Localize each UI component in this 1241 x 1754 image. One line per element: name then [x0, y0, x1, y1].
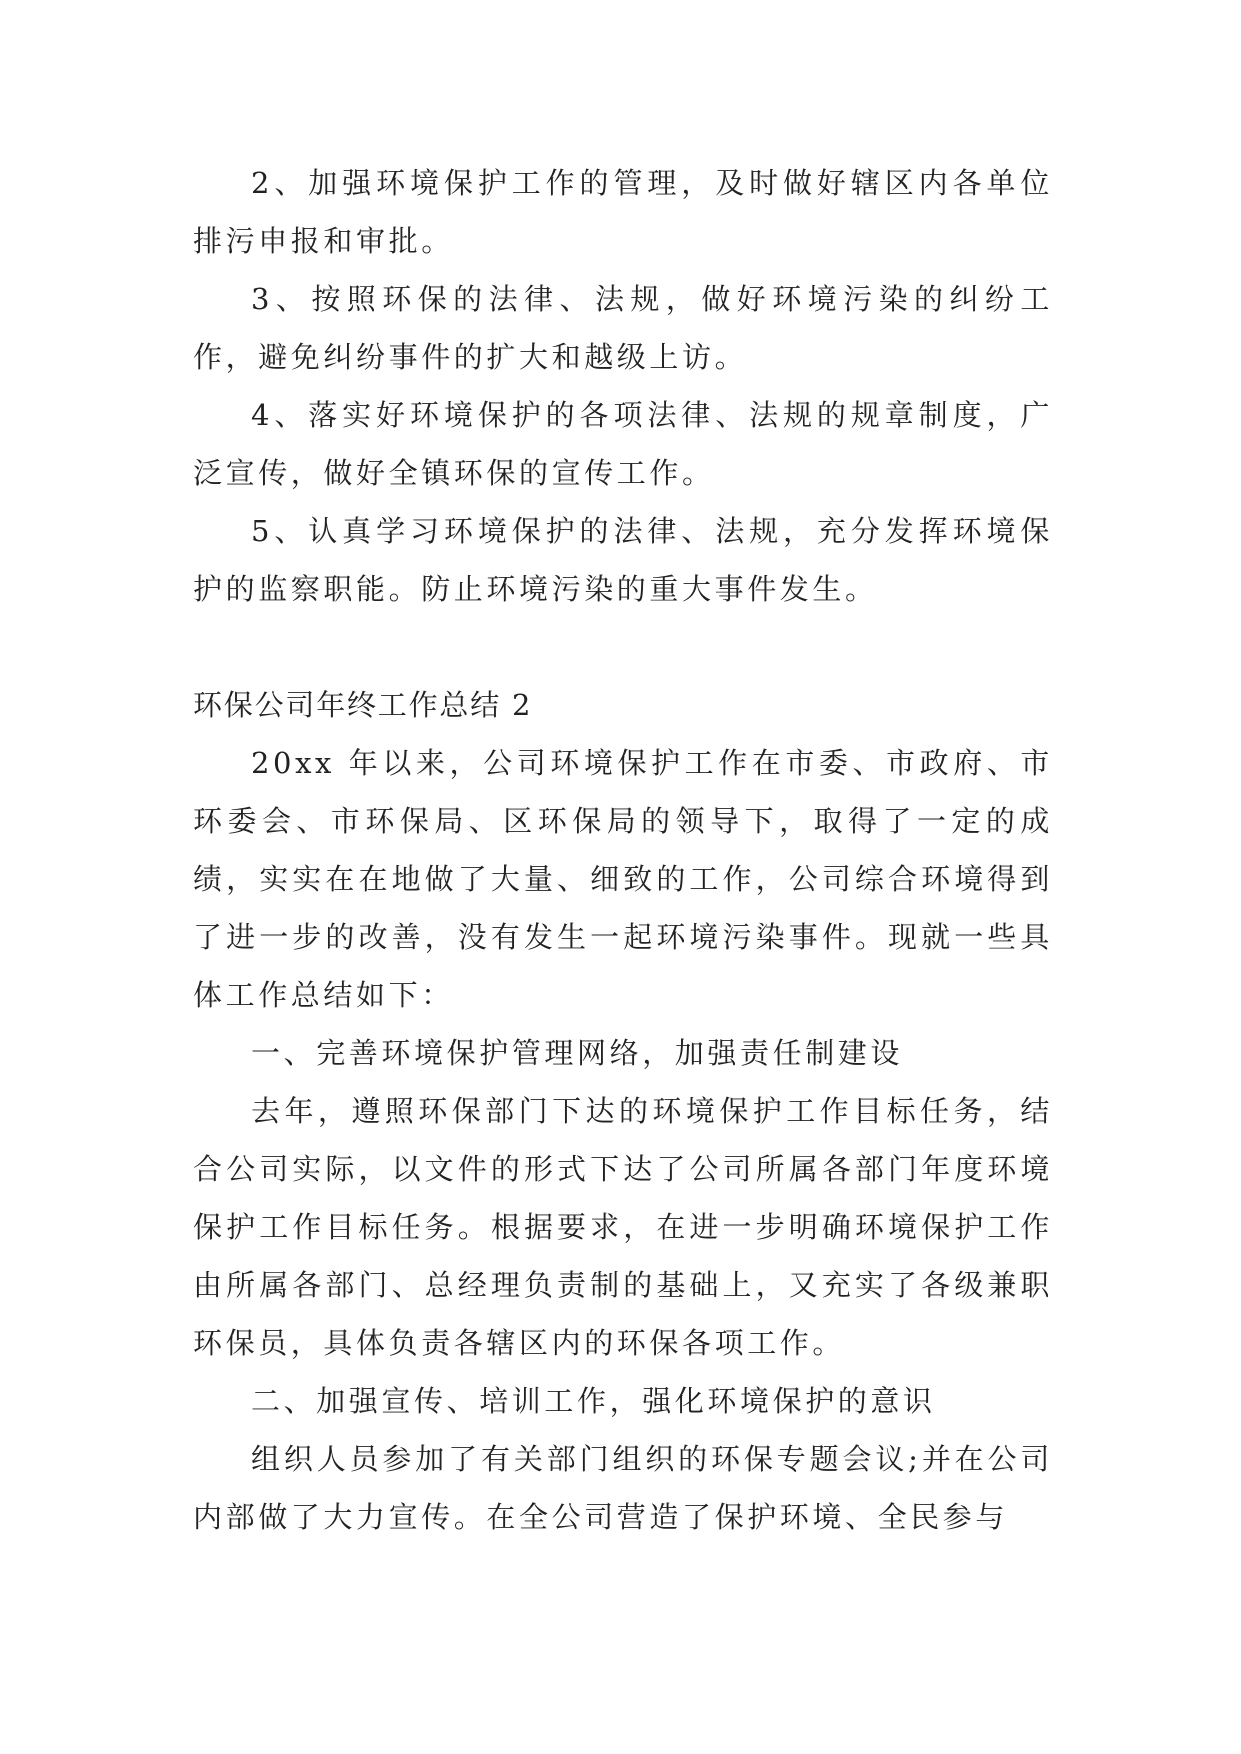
intro-paragraph: 20xx 年以来，公司环境保护工作在市委、市政府、市环委会、市环保局、区环保局的领导下，取得了一定的成绩，实实在在地做了大量、细致的工作，公司综合环境得到了进一步的改善，没有发生一起环境污染事件。现就一些具体工作总结如下： — [193, 746, 1053, 1012]
body-paragraph: 去年，遵照环保部门下达的环境保护工作目标任务，结合公司实际，以文件的形式下达了公司所属各部门年度环境保护工作目标任务。根据要求，在进一步明确环境保护工作由所属各部门、总经理负责制的基础上，又充实了各级兼职环保员，具体负责各辖区内的环保各项工作。 — [193, 1094, 1053, 1360]
subheading-two: 二、加强宣传、培训工作，强化环境保护的意识 — [251, 1384, 936, 1418]
list-item-3: 3、按照环保的法律、法规，做好环境污染的纠纷工作，避免纠纷事件的扩大和越级上访。 — [193, 282, 1053, 374]
subheading-one: 一、完善环境保护管理网络，加强责任制建设 — [251, 1036, 904, 1070]
body-paragraph: 组织人员参加了有关部门组织的环保专题会议;并在公司内部做了大力宣传。在全公司营造了保护环境、全民参与 — [193, 1442, 1053, 1534]
list-item-2: 2、加强环境保护工作的管理，及时做好辖区内各单位排污申报和审批。 — [193, 166, 1053, 258]
section-heading: 环保公司年终工作总结 2 — [193, 688, 533, 722]
document-body — [193, 154, 1053, 1546]
list-item-5: 5、认真学习环境保护的法律、法规，充分发挥环境保护的监察职能。防止环境污染的重大事件发生。 — [193, 514, 1053, 606]
list-item-4: 4、落实好环境保护的各项法律、法规的规章制度，广泛宣传，做好全镇环保的宣传工作。 — [193, 398, 1053, 490]
